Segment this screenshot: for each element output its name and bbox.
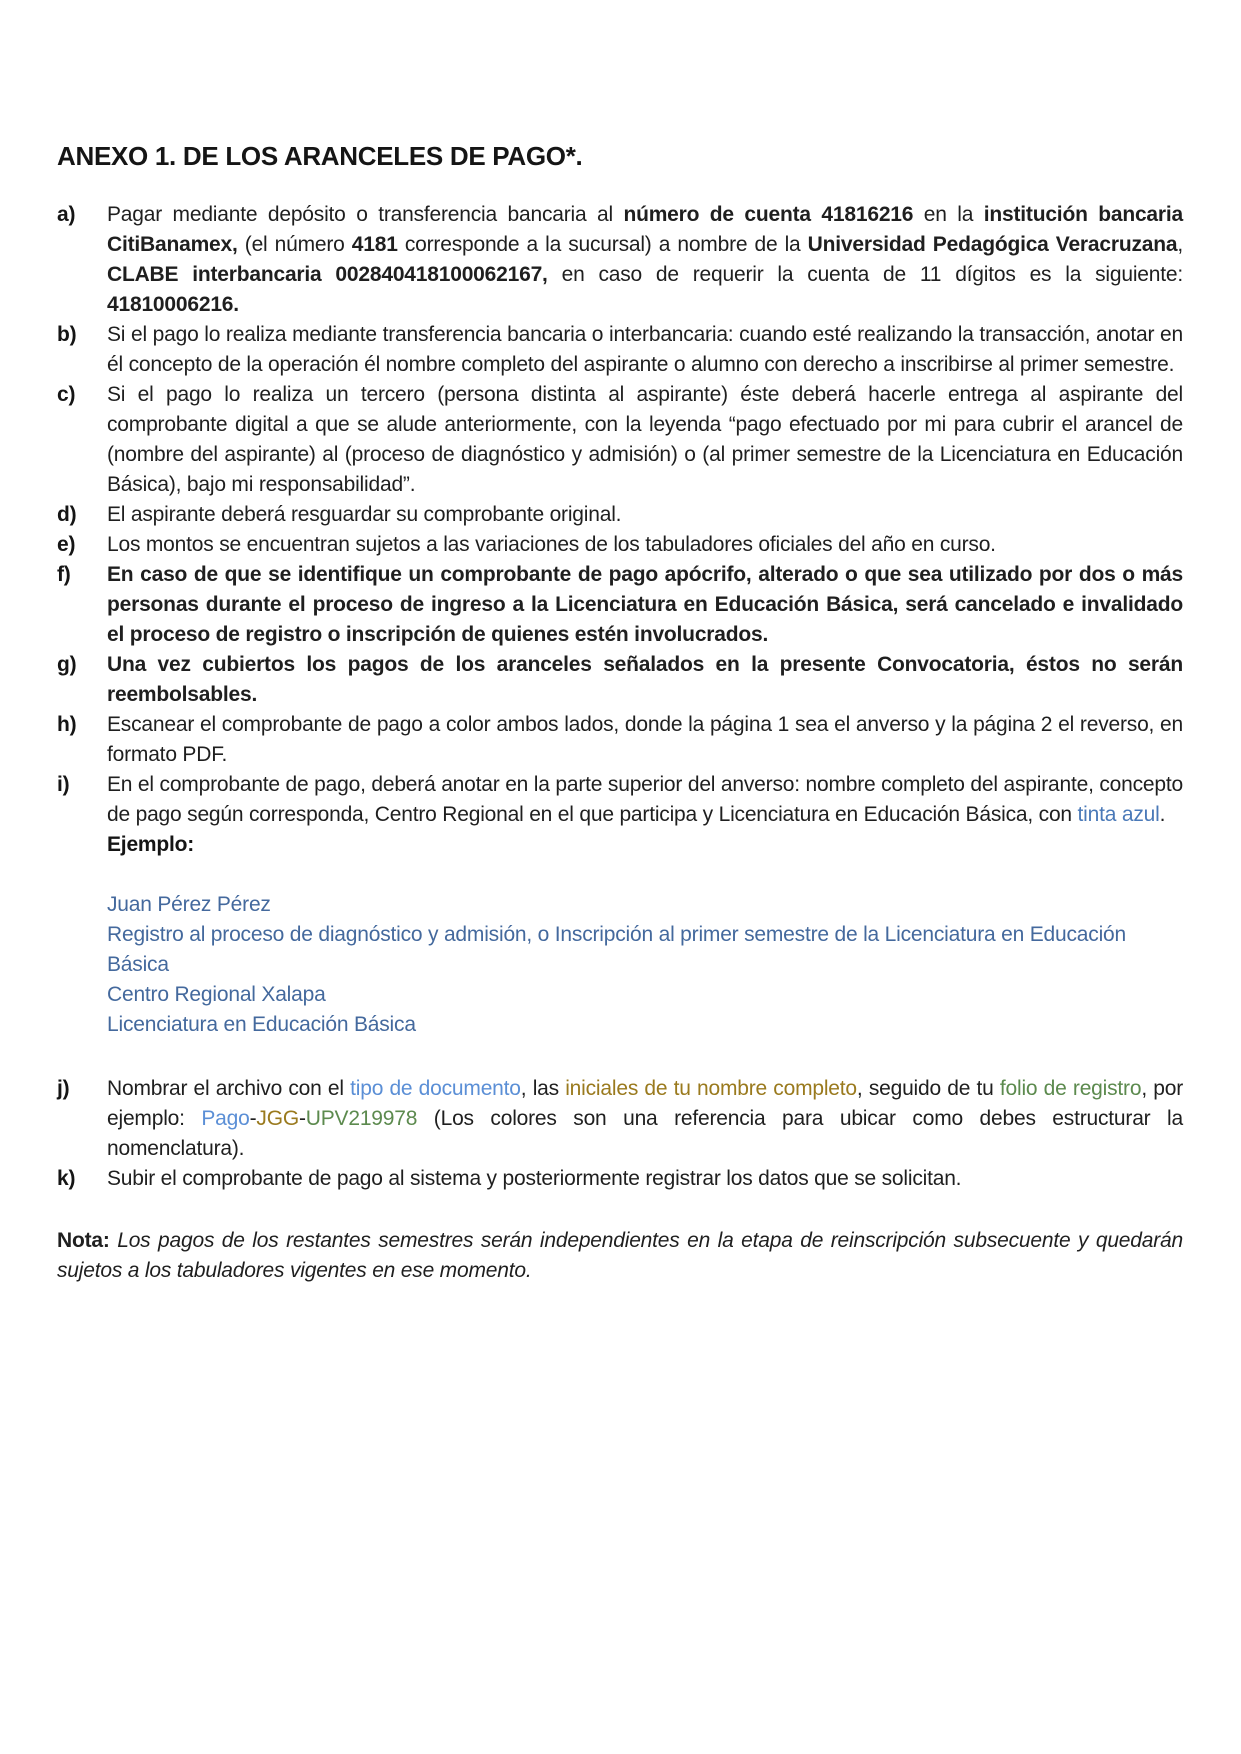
page-title: ANEXO 1. DE LOS ARANCELES DE PAGO*. [57, 141, 583, 171]
text-run: Universidad Pedagógica Veracruzana [807, 233, 1178, 256]
item-body [107, 560, 1183, 650]
list-item-e [57, 530, 1183, 560]
text-run: 4181 [351, 233, 398, 256]
item-text [107, 500, 1183, 530]
text-run: Nombrar el archivo con el [107, 1077, 351, 1100]
text-run: . [1159, 803, 1166, 826]
text-run: Escanear el comprobante de pago a color ambos lados, donde la página 1 sea el anverso y la página 2 el reverso, en formato PDF. [107, 713, 1183, 766]
text-run: JGG [256, 1107, 299, 1130]
item-marker: f) [57, 563, 71, 586]
text-run: Si el pago lo realiza mediante transferencia bancaria o interbancaria: cuando esté realizando la transacción, anotar en él concepto de la operación él nombre completo del aspirante o alumno con derecho a inscribirse al primer semestre. [107, 323, 1183, 376]
item-body [107, 1164, 1183, 1194]
text-run: Una vez cubiertos los pagos de los aranceles señalados en la presente Convocatoria, éstos no serán reembolsables. [107, 653, 1183, 706]
item-body [107, 530, 1183, 560]
text-run: El aspirante deberá resguardar su comprobante original. [107, 503, 622, 526]
example-line: Centro Regional Xalapa [107, 983, 326, 1006]
list-item-d [57, 500, 1183, 530]
item-marker: c) [57, 383, 76, 406]
item-marker: b) [57, 323, 77, 346]
text-run: , por ejemplo: [107, 1077, 1184, 1130]
item-text [107, 560, 1183, 650]
example-block [107, 890, 1183, 1040]
text-run: En caso de que se identifique un comprobante de pago apócrifo, alterado o que sea utilizado por dos o más personas durante el proceso de ingreso a la Licenciatura en Educación Básica, será cancelado e invalidado el proceso de registro o inscripción de quienes estén involucrados. [107, 563, 1183, 646]
text-run: número de cuenta 41816216 [623, 203, 914, 226]
text-run: - [249, 1107, 257, 1130]
text-run: Los pagos de los restantes semestres serán independientes en la etapa de reinscripción subsecuente y quedarán sujetos a los tabuladores vigentes en ese momento. [57, 1229, 1183, 1282]
item-marker: h) [57, 713, 77, 736]
text-run: en caso de requerir la cuenta de 11 dígitos es la siguiente: [547, 263, 1183, 286]
text-run: , seguido de tu [856, 1077, 1000, 1100]
item-body [107, 200, 1183, 320]
item-text [107, 1164, 1183, 1194]
text-run: institución bancaria CitiBanamex, [107, 203, 1183, 256]
example-heading: Ejemplo: [107, 833, 195, 856]
text-run: Si el pago lo realiza un tercero (persona distinta al aspirante) éste deberá hacerle entrega al aspirante del comprobante digital a que se alude anteriormente, con la leyenda “pago efectuado por mi para cubrir el arancel de (nombre del aspirante) al (proceso de diagnóstico y admisión) o (al primer semestre de la Licenciatura en Educación Básica), bajo mi responsabilidad”. [107, 383, 1183, 496]
item-marker: j) [57, 1077, 70, 1100]
item-body [107, 770, 1183, 860]
text-run: Subir el comprobante de pago al sistema y posteriormente registrar los datos que se solicitan. [107, 1167, 962, 1190]
item-marker: a) [57, 203, 76, 226]
list-item-k [57, 1164, 1183, 1194]
item-marker: i) [57, 773, 70, 796]
item-text [107, 380, 1183, 500]
text-run: tipo de documento [350, 1077, 521, 1100]
text-run: corresponde a la sucursal) a nombre de la [397, 233, 808, 256]
item-text [107, 650, 1183, 710]
text-run: en la [913, 203, 984, 226]
text-run: En el comprobante de pago, deberá anotar en la parte superior del anverso: nombre completo del aspirante, concepto de pago según corresponda, Centro Regional en el que participa y Licenciatura en Educación Básica, con [107, 773, 1183, 826]
text-run: - [298, 1107, 306, 1130]
item-text [107, 1074, 1183, 1164]
item-marker: d) [57, 503, 77, 526]
item-body [107, 650, 1183, 710]
text-run: tinta azul [1077, 803, 1160, 826]
item-text [107, 710, 1183, 770]
list-item-c [57, 380, 1183, 500]
item-body [107, 710, 1183, 770]
text-run: UPV219978 [305, 1107, 418, 1130]
text-run: CLABE interbancaria 002840418100062167, [107, 263, 548, 286]
list-item-b [57, 320, 1183, 380]
item-marker: k) [57, 1167, 76, 1190]
item-body [107, 1074, 1183, 1164]
list-item-a [57, 200, 1183, 320]
item-marker: e) [57, 533, 76, 556]
text-run: iniciales de tu nombre completo [565, 1077, 857, 1100]
example-line: Juan Pérez Pérez [107, 893, 271, 916]
item-marker: g) [57, 653, 77, 676]
item-text [107, 530, 1183, 560]
text-run: (Los colores son una referencia para ubicar como debes estructurar la nomenclatura). [107, 1107, 1183, 1160]
list-item-i [57, 770, 1183, 860]
list-item-j [57, 1074, 1183, 1164]
example-line: Licenciatura en Educación Básica [107, 1013, 416, 1036]
payment-instructions-list [57, 200, 1183, 1194]
list-item-h [57, 710, 1183, 770]
text-run: , [1177, 233, 1183, 256]
text-run: , las [520, 1077, 566, 1100]
text-run: Pagar mediante depósito o transferencia bancaria al [107, 203, 624, 226]
list-item-f [57, 560, 1183, 650]
item-text [107, 320, 1183, 380]
item-body [107, 320, 1183, 380]
text-run: (el número [237, 233, 352, 256]
item-text [107, 770, 1183, 830]
example-line: Registro al proceso de diagnóstico y admisión, o Inscripción al primer semestre de la Licenciatura en Educación Básica [107, 923, 1127, 976]
item-body [107, 500, 1183, 530]
item-body [107, 380, 1183, 500]
text-run: 41810006216. [107, 293, 239, 316]
list-item-g [57, 650, 1183, 710]
text-run: folio de registro [999, 1077, 1142, 1100]
text-run: Los montos se encuentran sujetos a las variaciones de los tabuladores oficiales del año en curso. [107, 533, 996, 556]
text-run: Nota: [57, 1229, 118, 1252]
text-run: Pago [201, 1107, 250, 1130]
item-text [107, 200, 1183, 320]
note-paragraph [57, 1226, 1183, 1286]
